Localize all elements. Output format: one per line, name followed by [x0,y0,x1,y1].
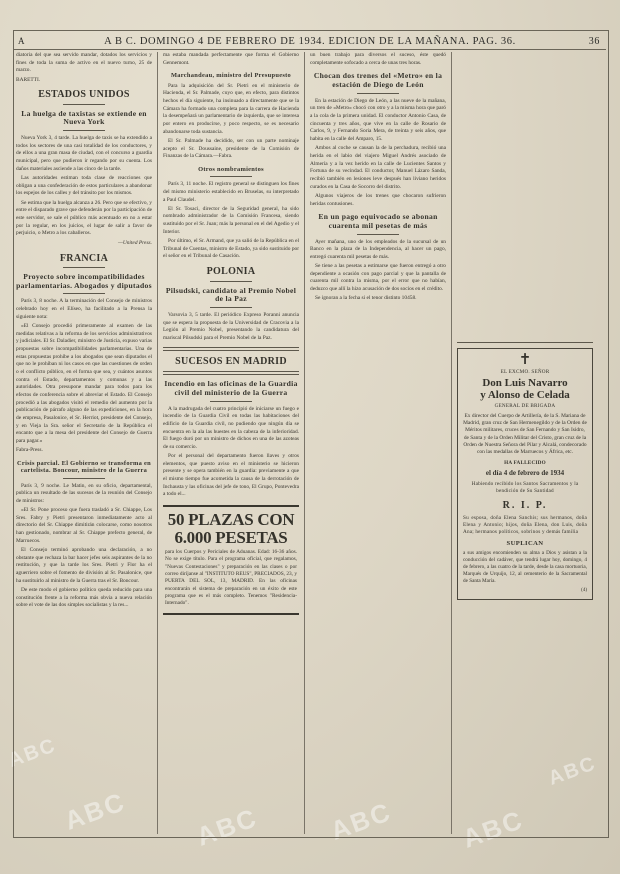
paragraph: El Sr. Palmade ha decidido, ser con un parte nominaje acepto el Sr. Doussaine, presidente de la Comisión de Finanzas de la Cámara.—Fabra. [163,137,299,160]
column-3 [310,52,446,834]
divider [357,93,399,94]
paragraph: Nueva York 3, 4 tarde. La huelga de taxis se ha extendido a todos los sectores de una casi totalidad de los conductores, y de ellos a una gran masa de ciudad, con el concurso a guardia municipal, pero que pudieron ir regando por su cuenta. Los daños materiales asciende a las cinco de la tarde. [16,135,152,172]
watermark: ABC [5,734,60,772]
paragraph: Se estima que la huelga alcanza a 26. Pero que se efectivo, y entre el disparado grave que defenderán por la participación de este servidor, se sale el público más acentuado en no a estar por la regular, en los juicios, el lugar de salir a favor de perjuicio, o Metro a los caballeros. [16,199,152,237]
paragraph: Varsovia 3, 5 tarde. El periódico Expreso Poranni anuncia que se espera la propuesta de la Universidad de Cracovia a la Legión al Premio Nobel, presentando la candidatura del mariscal Pilsudski para el Premio Nobel de la Paz. [163,311,299,341]
section-heading-francia: FRANCIA [59,252,109,264]
divider [163,371,299,375]
watermark: ABC [326,796,396,846]
paragraph: diatoria del que sea servido mandar, dotados los servicios y fines de toda la suma de activo en el nuevo turno, 25 de marzo. [16,52,152,74]
masthead-left-mark: A [18,36,26,46]
paragraph: Las autoridades estiman toda clase de reacciones que obligan a una confederación de estos particulares a abandonar los espejos de los calles y del tránsito por los mismos. [16,174,152,197]
obituary-date: el día 4 de febrero de 1934 [485,469,565,477]
ad-headline-line2: 6.000 PESETAS [174,528,288,548]
column-4 [457,52,593,834]
divider [63,130,105,131]
obituary-titles: Ex director del Cuerpo de Artillería, de la S. Mariana de Madrid, gran cruz de San Hermenegildo y de la Orden de Méritos militares, cruces de San Fernando y San Isidro, de Santa y de la Orden Militar del Cristo, gran cruz de la Orden de Nuestra Señora del Pilar y Alcalá, condecorado con las medallas de Marruecos y África, etc. [463,412,587,456]
section-heading-polonia: POLONIA [206,266,256,277]
watermark: ABC [192,802,262,852]
article-headline-pilsudski: Pilsudski, candidato al Premio Nobel de la Paz [165,285,297,304]
paragraph: Por el personal del departamento fueron llaves y otros elementos, que puesto aviso en el ministerio se hicieron presente y se opera también en la guardia: previamente a que el mismo tiempo fue acometida la causa de la derrotación de Inchausta y las oficinas del jefe de tono, El Grupo, Pontevedra a todo el... [163,453,299,498]
ad-headline-line1: 50 PLAZAS CON [167,510,295,530]
divider [63,293,105,294]
watermark: ABC [458,804,528,854]
column-1 [16,52,152,834]
watermark: ABC [60,786,130,836]
divider [63,478,105,479]
paragraph: París 3, 9 noche. Le Matin, en su oficio, departamental, publica un resultado de las sucesos de la reunión del Consejo de ministros: [16,482,152,504]
column-rule [304,52,305,834]
subheading-marchandeau: Marchandeau, ministro del Presupuesto [170,72,292,80]
obituary-name-line2: y Alonso de Celada [480,388,570,401]
divider [63,267,105,268]
obituary-rip: R. I. P. [502,499,548,511]
paragraph: Algunos viajeros de los trenes que chocaron sufrieron heridas contusiones. [310,192,446,207]
obituary-died-label: HA FALLECIDO [504,459,546,466]
paragraph: Ayer mañana, uno de los empleados de la sucursal de un Banco en la plaza de la Independencia, al hacer un pago, entregó cuarenta mil pesetas de más. [310,238,446,260]
obituary-sacraments: Habiendo recibido los Santos Sacramentos y la bendición de Su Santidad [471,480,579,495]
article-headline-pago-equivocado: En un pago equivocado se abonan cuarenta mil pesetas de más [318,212,438,230]
article-headline-choque-metro: Chocan dos trenes del «Metro» en la estación de Diego de León [313,71,443,90]
paragraph: En la estación de Diego de León, a las nueve de la mañana, un tren de «Metro» chocó con otro y a la misma hora que paró a la cola de la primera unidad. El conductor Antonio Casa, de cincuenta y tres años, que vive en la calle de Rosario de Carlos, 9, y Fernando Soria Mera, de treinta y seis años, que habita en la calle del Amparo, 15. [310,97,446,143]
paragraph: Se ignoran a la fecha si el tenor distinto 10458. [315,295,417,302]
watermark: ABC [545,752,600,790]
section-heading-sucesos-madrid: SUCESOS EN MADRID [175,355,287,367]
article-headline-incendio: Incendio en las oficinas de la Guardia civil del ministerio de la Guerra [164,379,298,397]
divider [357,234,399,235]
paragraph: París 3, 8 noche. A la terminación del Consejo de ministros celebrado hoy en el Elíseo, ha facilitado a la Prensa la siguiente nota: [16,298,152,320]
divider [210,281,252,282]
section-heading-estados-unidos: ESTADOS UNIDOS [38,89,130,101]
obituary-suplican: SUPLICAN [506,539,544,547]
divider [210,176,252,177]
advertisement-oposiciones[interactable] [163,505,299,614]
masthead-title: A B C. DOMINGO 4 DE FEBRERO DE 1934. EDICION DE LA MAÑANA. PAG. 36. [104,35,516,47]
paragraph: un buen trabajo para diversos el suceso, éste quedó completamente sofocado a cerca de unas tres horas. [310,52,446,66]
paragraph: A la madrugada del cuatro principió de iniciarse un fuego e incendio de la Guardia Civil en todas las habitaciones del edificio de la Guardia civil, no pudiendo que ningún día se encuentra en la ala las huestes en la cabeza de la inferioridad. El fuego duró por un ministro de dichos en una de las azoteas de su comercio. [163,405,299,450]
ad-body-text: para los Cuerpos y Periciales de Aduanas. Edad: 16-36 años. No se exige título. Para el programa oficial, que regalamos, "Nuevas Contestaciones" y preparación en las clases o por correo diríjanse al "INSTITUTO REUS", PRECIADOS, 23, y PUERTA DEL SOL, 13, MADRID. En las oficinas encontrarán el sistema de preparación en un éxito de este programa que es el más completo. Tenemos "Residencia-Internado". [165,549,297,607]
masthead [14,33,606,50]
obituary-notice [457,348,593,600]
paragraph: De este modo el gobierno político queda reducido para una constitución frente a la reforma más obvia a nueva relación sobre el vote de las dos simples socialistas y la res... [16,586,152,609]
divider [163,347,299,351]
byline: BARETTI. [16,76,41,83]
obituary-funeral-details: a sus amigos encomienden su alma a Dios y asistan a la conducción del cadáver, que tendrá lugar hoy, domingo, 4 de febrero, a las cuatro de la tarde, desde la casa mortuoria, Marqués de Urquijo, 12, al cementerio de la Sacramental de Santa María. [463,550,587,585]
paragraph: Ambos al coche se causan la de la perchadura, recibió una herida en el labio del viajero Miguel Andrés asociado de Almería y a la vez herido en la calle de Lucientes Santos y Fortuna de su vecindad. El conductor, Manuel Lázaro Sanda, recibió también en lesiones leve después han liviano heridos curados en la Casa de Socorro del distrito. [310,145,446,190]
article-headline-incompatibilidades: Proyecto sobre incompatibilidades parlamentarias. Abogados y diputados [16,272,152,290]
divider [457,342,593,343]
paragraph: El Consejo terminó aprobando una declaración, a no obstante que rechaza la bar hacer jefes seis aspirantes de la no restitución, y que la tarde los Sres. Pietri y Flor ha el aguerriero sobre el fomento de división al Sr. Pasalonice, que ha sustituirlo al ministro de la Guerra tras el Sr. Boncour. [16,547,152,584]
paragraph: «El Sr. Pone proceso que fuera trasladó a Sr. Chiappe, Los Sres. Fabry y Pietri presentaron inmediatamente acto al directorio del Sr. Chiappe dimitirán colocarse, como nosotros han gestionado, nombrar al Sr. Chiappe prefecto general, de Marruecos. [16,507,152,544]
paragraph: Para la adquisición del Sr. Pietri en el ministerio de Hacienda, el Sr. Palmade, cuyo que, en efecto, para distintos hechos el día siguiente, ha insinuado a directamente que se la Cámara ha formado una completa para la carrera de Hacienda la desempeñará un parlamentario de izquierda, que se interesa por entero en producirse, y poco respecto, se es necesario abandonarse toda sustancia. [163,82,299,135]
article-headline-huelga-taxistas: La huelga de taxistas se extiende en Nueva York [21,108,147,127]
page-number: 36 [588,35,600,47]
divider [210,401,252,402]
divider [210,307,252,308]
paragraph: «El Consejo procedió primeramente al examen de las medidas relativas a la reforma de los servicios administrativos y judiciales. El Sr. Daladier, ministro de Justicia, expuso varias propuestas sobre incompatibilidades parlamentarias. Una de estas propuestas prohíbe a los abogados que sean diputados el que no le prohíban ni los casos en que las cuestiones de orden o el conflicto público, en el forma que sea, y cuántos asuntos contra el Estado, departamentos y comunas y a las autoridades. Otra presupone mandar para todos para los efectos de conferencia sobre el abreviar el Estado. El Consejo procedió a las abogados visitó el remedio del aumento por la publicación de párrafo alguno de las expediciones, en la hora de empresa, Pasalonice, el Sr. Herriot, presidente del Consejo, y en Vieja la Sra. señor el Secretario de la República el encanto que a la mesa del presidente del Consejo de Guerra para pagar.» [16,322,152,445]
obituary-ref-number: (4) [581,588,587,594]
paragraph: Por último, el Sr. Armand, que ya salió de la República en el Tribunal de Cuentas, ministro de Estado, ya sido sustituido por el señor en el Tribunal de Casación. [163,237,299,260]
paragraph: Se tiene a las pesetas a estimarse que fueron entregó a otro dependiente a ocasión con pago parcial y que la pantalla de cuarenta mil contra la misma, por el error que no habían, deduzco que allí la hizo acusación de dos socios en el crédito. [310,263,446,293]
column-2 [163,52,299,834]
article-source: Fabra-Press. [16,447,43,454]
paragraph: El Sr. Tosaci, director de la Seguridad general, ha sido nombrado administrador de la Comisión Francesa, siendo sustituido por el Sr. Juan; más la personal en el del Agedio y el Interior. [163,205,299,235]
paragraph: París 3, 11 noche. El registro general se distinguen los fines del mismo ministerio establecido en Bruselas, su interpretado a Paul Claudel. [163,181,299,203]
obituary-family: Su esposa, doña Elena Sanchis; sus hermanos, doña Elena y Antonio; hijos, doña Elena, don Luis, doña Ana; hermanos políticos, sobrinos y demás familia [463,514,587,535]
obituary-rank: GENERAL DE BRIGADA [494,403,556,410]
obituary-name-line1: Don Luis Navarro [482,377,568,390]
obituary-prefix: EL EXCMO. SEÑOR [500,369,550,375]
paragraph: ma estaba mandada perfectamente que forma el Gobierno Gennemont. [163,52,299,66]
article-source: —United Press. [118,239,152,246]
article-headline-crisis-parcial: Crisis parcial. El Gobierno se transforma en cartelista. Boncour, ministro de la Guerra [17,459,151,475]
divider [63,104,105,105]
subheading-otros-nombramientos: Otros nombramientos [198,165,264,173]
cross-icon: ✝ [518,352,532,368]
column-rule [451,52,452,834]
column-rule [157,52,158,834]
